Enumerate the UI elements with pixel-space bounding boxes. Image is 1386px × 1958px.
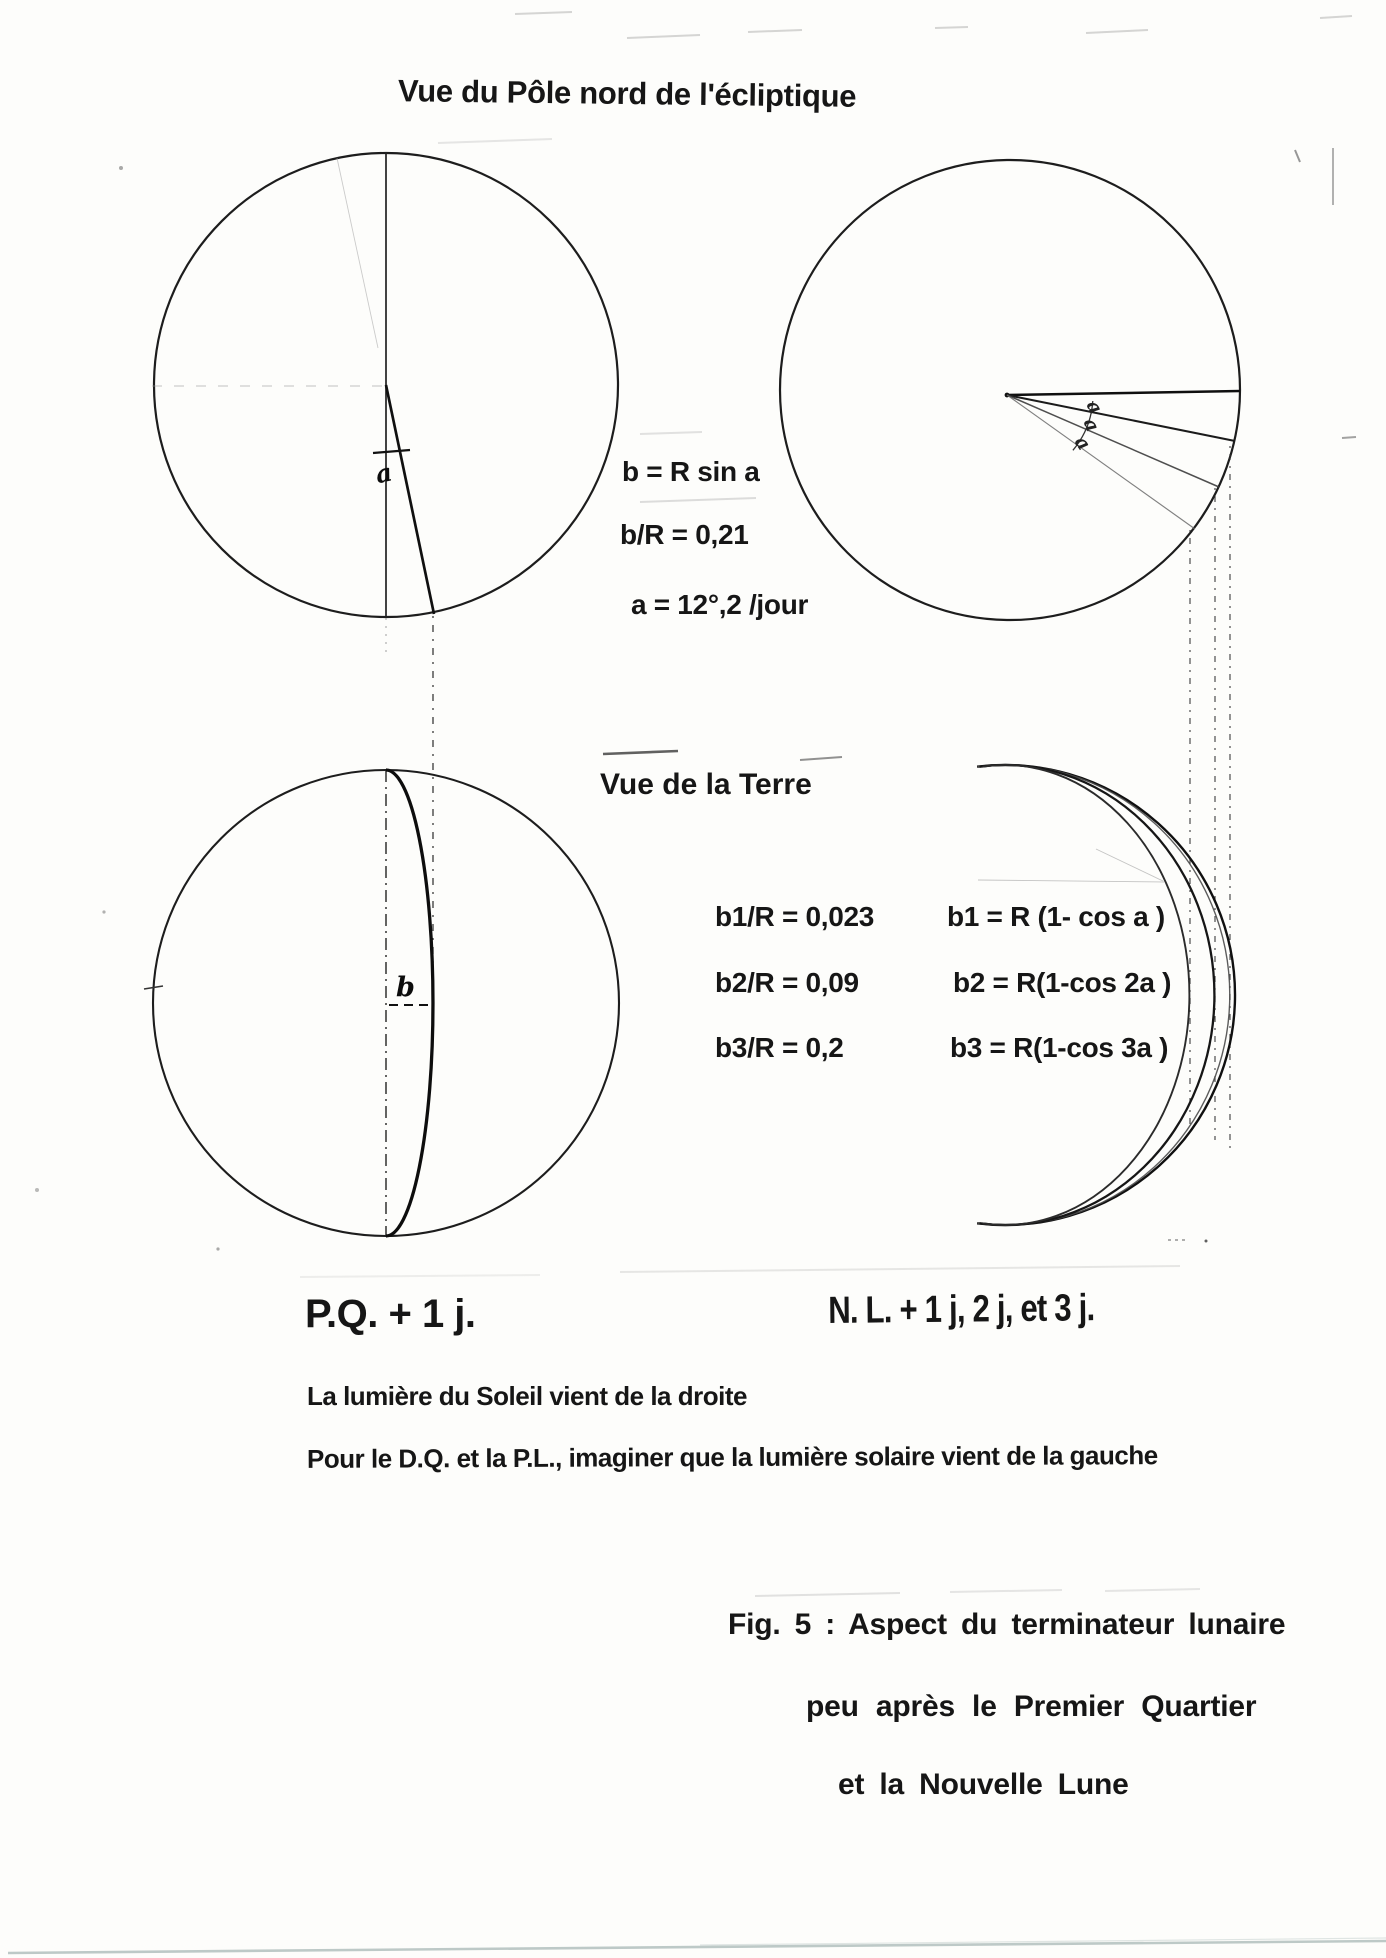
radius-2a [1007,395,1219,487]
sun-direction-line [1007,391,1240,395]
scan-artifacts [300,12,1352,1596]
ratio-b3: b3/R = 0,2 [715,1032,844,1063]
phase-label-pq: P.Q. + 1 j. [305,1292,476,1336]
formula-b2: b2 = R(1-cos 2a ) [953,967,1172,998]
formula-b1: b1 = R (1- cos a ) [947,901,1165,932]
stray-dashes [603,751,842,760]
formula-a-rate: a = 12°,2 /jour [631,589,809,620]
caption-line-3: et la Nouvelle Lune [838,1768,1129,1801]
formula-b3: b3 = R(1-cos 3a ) [950,1032,1169,1063]
earth-view-pq-circle [144,770,619,1236]
note-dq-pl: Pour le D.Q. et la P.L., imaginer que la lumière solaire vient de la gauche [306,1440,1158,1474]
terminator-curve-b [386,770,433,1236]
phase-label-nl: N. L. + 1 j, 2 j, et 3 j. [827,1287,1095,1332]
caption-line-2: peu après le Premier Quartier [806,1690,1257,1723]
radius-3a [1007,395,1195,529]
page-bottom-edge [8,1938,1386,1953]
terminator-direction-line [386,385,434,614]
margin-specks [35,148,1356,1251]
angle-a-label-1: a [1081,396,1107,418]
angle-a-label-3: a [1069,431,1095,455]
radius-a [1007,395,1235,441]
pole-view-nl-circle [780,160,1240,620]
formula-b-sin: b = R sin a [622,456,760,487]
ratio-b1: b1/R = 0,023 [715,901,875,932]
angle-a-label-2: a [1078,414,1104,436]
caption-line-1: Fig. 5 : Aspect du terminateur lunaire [728,1608,1286,1641]
angle-tick [373,450,410,453]
construction-line [337,158,378,348]
ratio-b2: b2/R = 0,09 [715,967,859,998]
note-sun-direction: La lumière du Soleil vient de la droite [307,1381,747,1411]
formula-b-ratio: b/R = 0,21 [620,519,749,550]
earth-view-label: Vue de la Terre [600,768,812,801]
angle-a-label-left: a [372,457,395,490]
b-offset-label: b [396,972,415,1003]
figure-title: Vue du Pôle nord de l'écliptique [397,73,857,114]
pole-view-pq-circle [152,152,618,656]
